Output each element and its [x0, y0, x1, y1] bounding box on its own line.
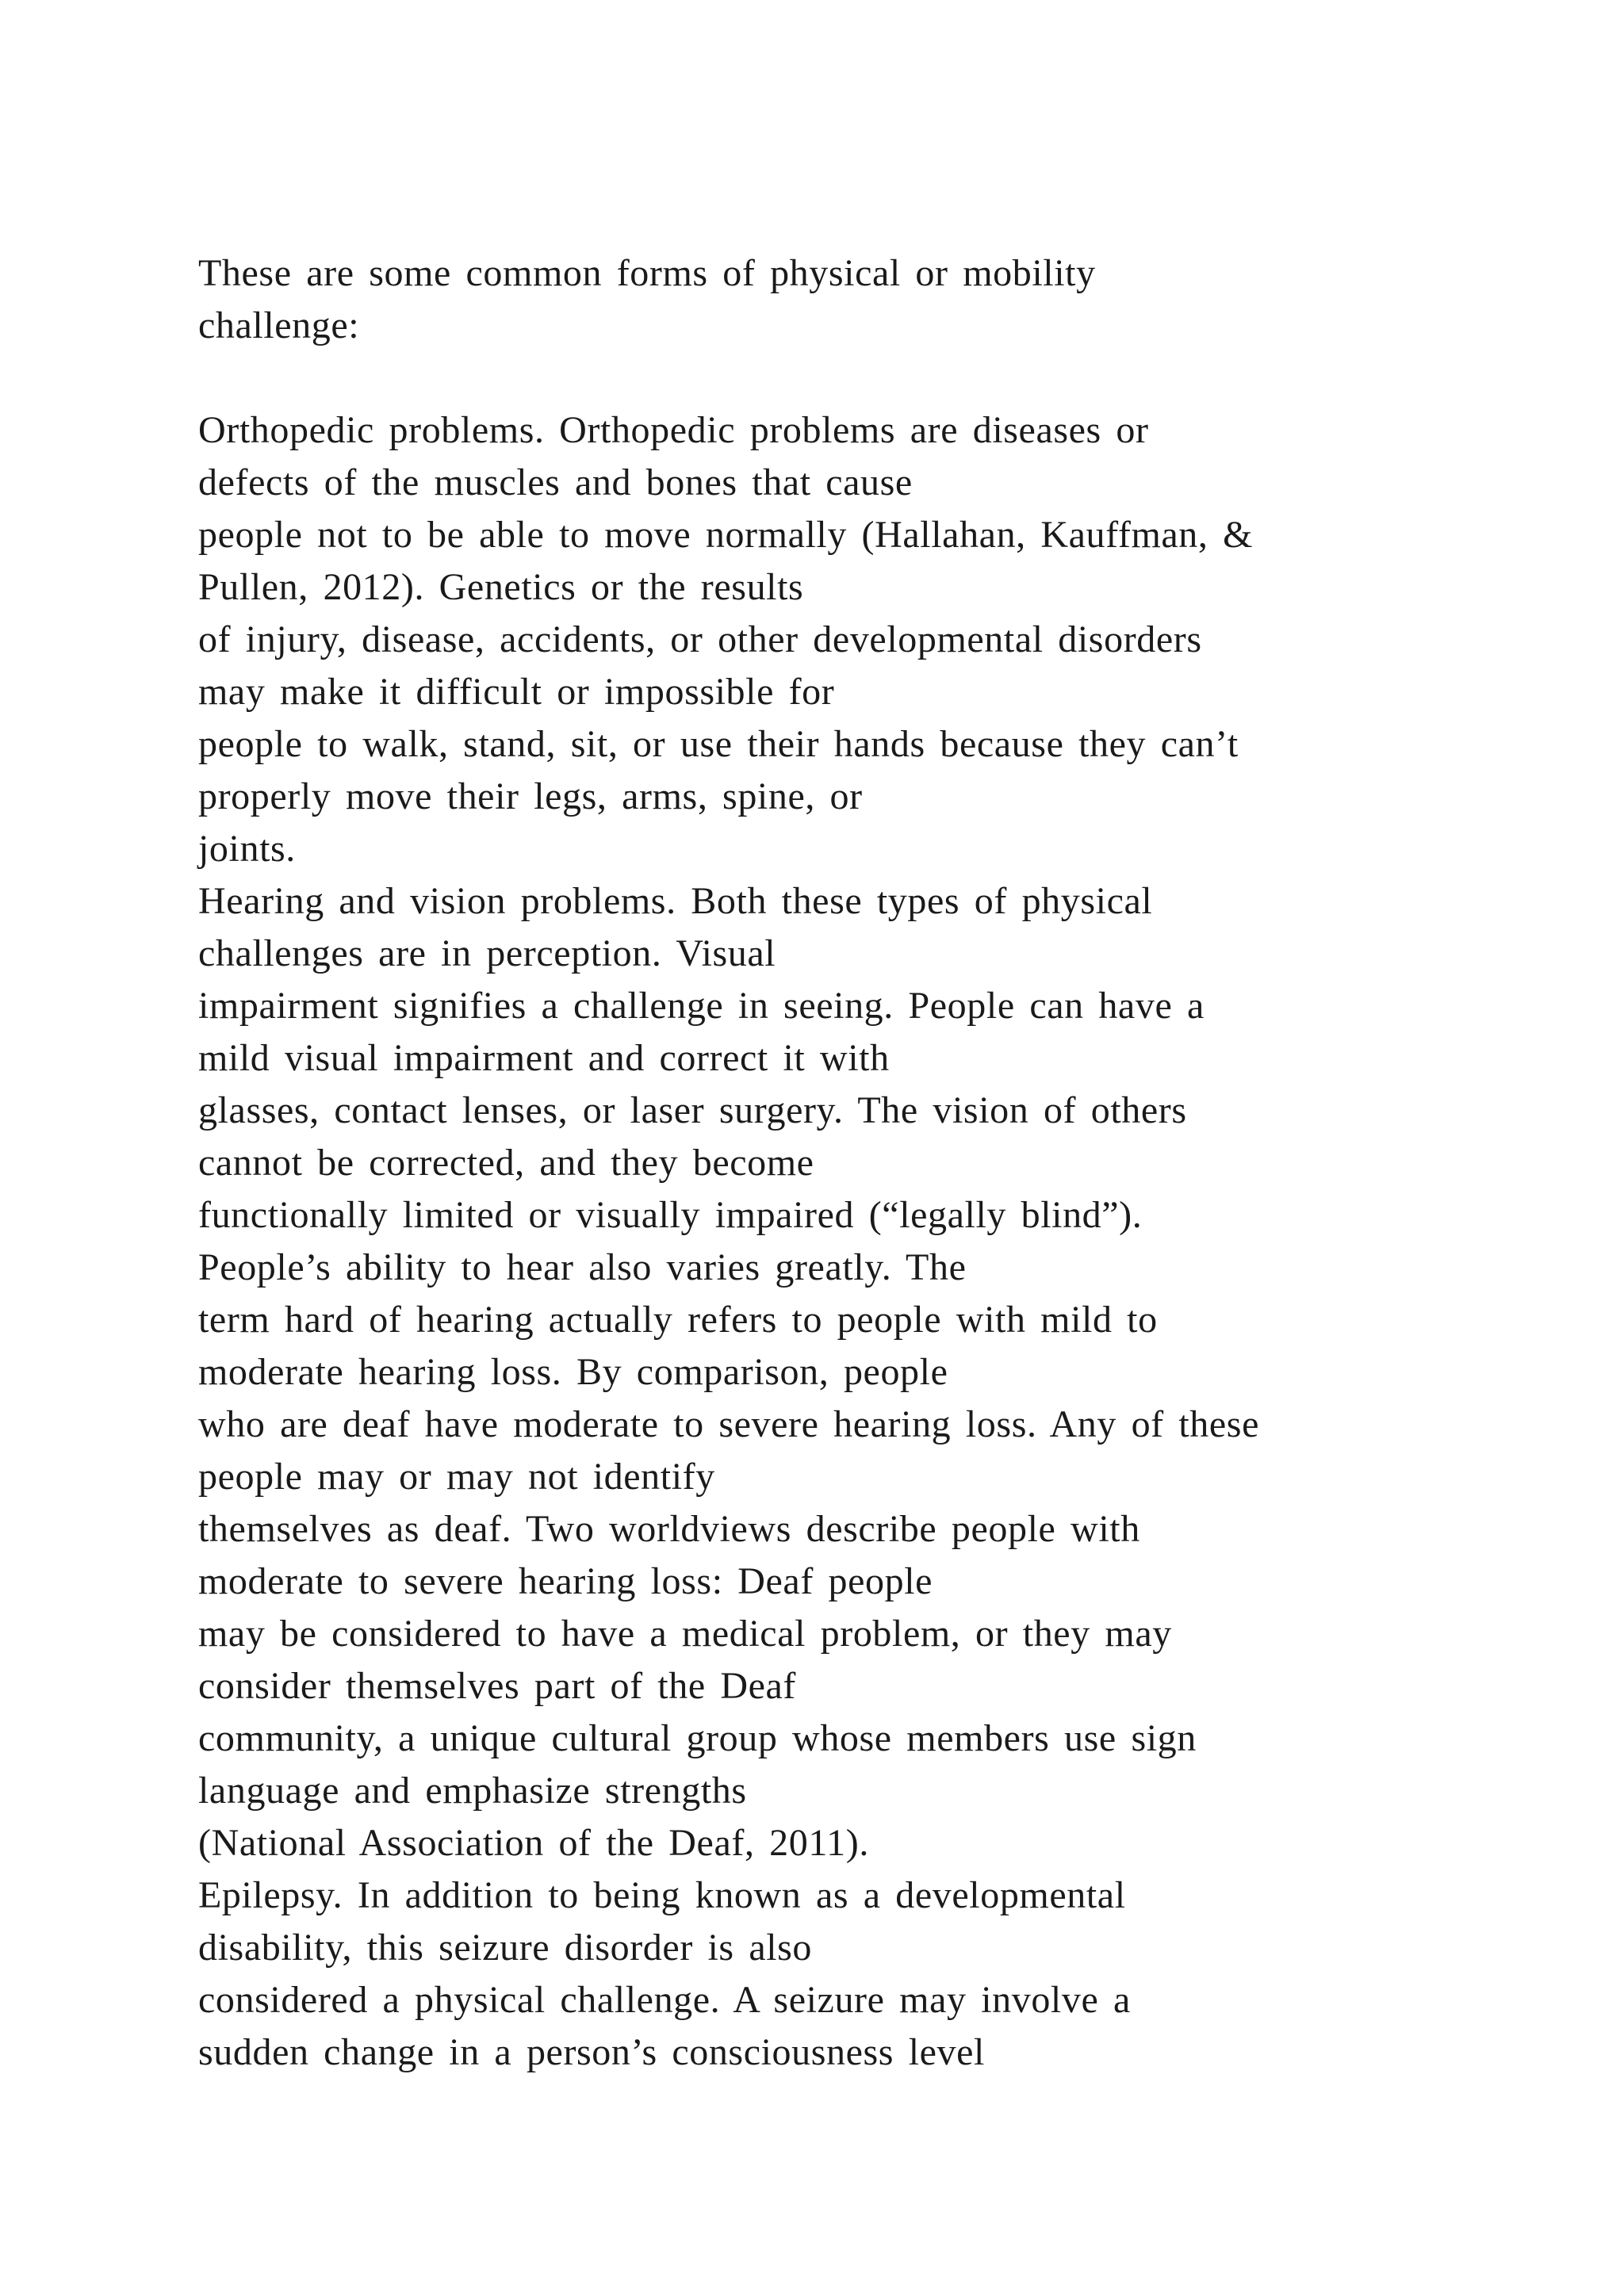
text-line: who are deaf have moderate to severe hearing loss. Any of these	[198, 1403, 1259, 1445]
text-line: functionally limited or visually impaired (“legally blind”).	[198, 1194, 1143, 1236]
text-line: People’s ability to hear also varies greatly. The	[198, 1246, 967, 1288]
text-line: These are some common forms of physical or mobility	[198, 252, 1096, 294]
text-line: may be considered to have a medical problem, or they may	[198, 1613, 1172, 1655]
text-line: disability, this seizure disorder is also	[198, 1927, 813, 1969]
text-line: moderate hearing loss. By comparison, people	[198, 1351, 948, 1393]
text-line: of injury, disease, accidents, or other developmental disorders	[198, 618, 1202, 660]
text-line: people not to be able to move normally (Hallahan, Kauffman, &	[198, 514, 1254, 556]
text-line: themselves as deaf. Two worldviews describe people with	[198, 1508, 1140, 1550]
text-line: term hard of hearing actually refers to people with mild to	[198, 1299, 1158, 1341]
text-line: people to walk, stand, sit, or use their hands because they can’t	[198, 723, 1239, 765]
text-line: challenges are in perception. Visual	[198, 932, 776, 974]
text-line: mild visual impairment and correct it with	[198, 1037, 890, 1079]
text-line: properly move their legs, arms, spine, or	[198, 775, 863, 817]
paragraph-gap	[198, 352, 1594, 404]
text-line: impairment signifies a challenge in seeing. People can have a	[198, 985, 1205, 1027]
text-line: (National Association of the Deaf, 2011).	[198, 1822, 869, 1864]
text-line: cannot be corrected, and they become	[198, 1142, 814, 1184]
text-line: people may or may not identify	[198, 1456, 715, 1498]
text-line: may make it difficult or impossible for	[198, 671, 835, 713]
text-line: moderate to severe hearing loss: Deaf people	[198, 1560, 933, 1602]
text-line: defects of the muscles and bones that cause	[198, 461, 913, 503]
text-line: Pullen, 2012). Genetics or the results	[198, 566, 804, 608]
text-line: consider themselves part of the Deaf	[198, 1665, 796, 1707]
text-line: glasses, contact lenses, or laser surgery. The vision of others	[198, 1089, 1187, 1131]
text-line: community, a unique cultural group whose members use sign	[198, 1717, 1197, 1759]
text-line: sudden change in a person’s consciousness level	[198, 2031, 985, 2073]
text-line: Epilepsy. In addition to being known as a developmental	[198, 1874, 1126, 1916]
document-text	[198, 247, 1594, 2079]
text-line: joints.	[198, 828, 296, 870]
text-line: Hearing and vision problems. Both these types of physical	[198, 880, 1153, 922]
text-line: language and emphasize strengths	[198, 1770, 747, 1812]
text-line: Orthopedic problems. Orthopedic problems are diseases or	[198, 409, 1149, 451]
text-line: challenge:	[198, 304, 360, 346]
text-line: considered a physical challenge. A seizure may involve a	[198, 1979, 1131, 2021]
